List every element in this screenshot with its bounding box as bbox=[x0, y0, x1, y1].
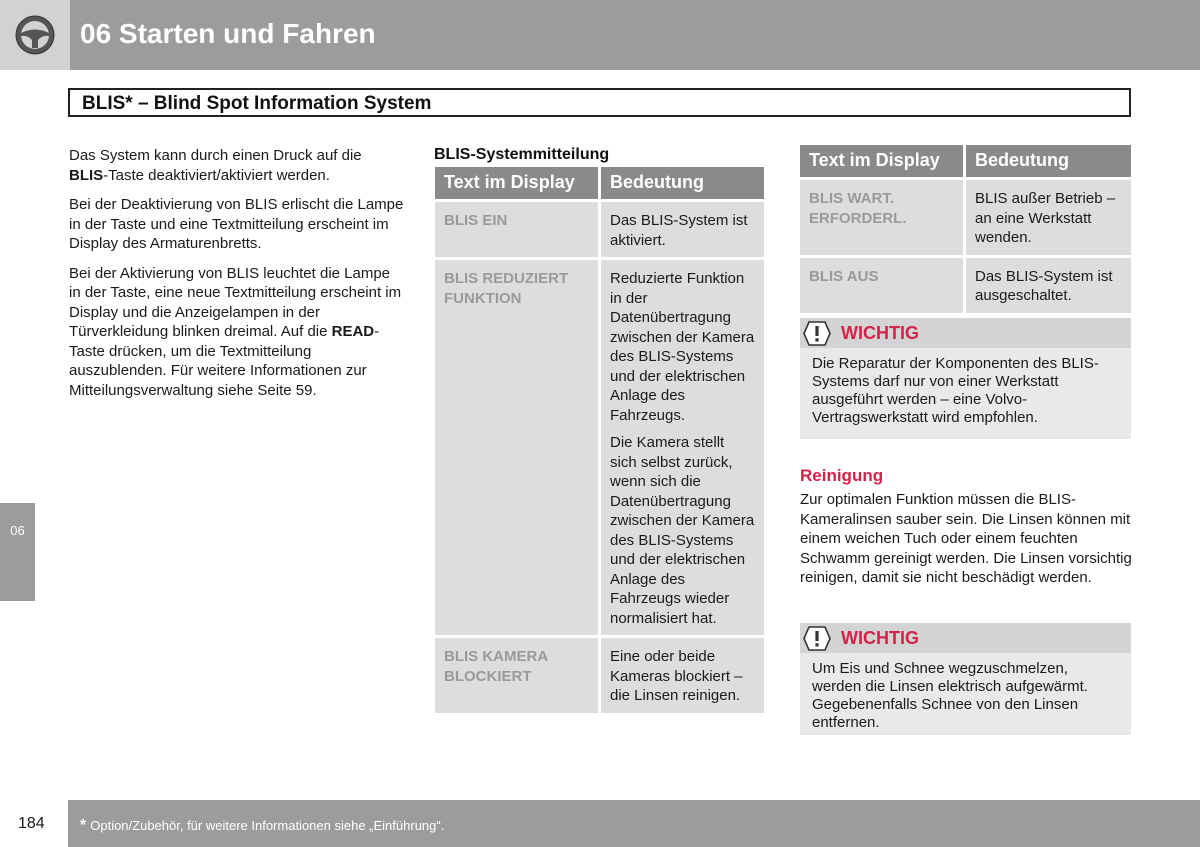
steering-wheel-icon bbox=[14, 14, 56, 56]
table-header-row bbox=[435, 167, 764, 199]
cleaning-text: Zur optimalen Funktion müssen die BLIS-Kameralinsen sauber sein. Die Linsen können mit einem weichen Tuch oder einem feuchten Schwamm gereinigt werden. Die Linsen vorsichtig reinigen, damit sie nicht beschädigt werden. bbox=[800, 491, 1132, 586]
section-title-box bbox=[68, 88, 1131, 117]
display-code: BLIS EIN bbox=[435, 199, 598, 257]
warning-header bbox=[800, 318, 1131, 348]
column-header-meaning: Bedeutung bbox=[963, 145, 1131, 177]
display-code: BLIS AUS bbox=[800, 255, 963, 313]
display-code: BLIS KAMERA BLOCKIERT bbox=[435, 635, 598, 713]
warning-title: WICHTIG bbox=[841, 323, 919, 343]
exclamation-icon bbox=[803, 626, 831, 651]
warning-header bbox=[800, 623, 1131, 653]
column-header-meaning: Bedeutung bbox=[598, 167, 764, 199]
section-title: BLIS* – Blind Spot Information System bbox=[82, 93, 432, 114]
table-row bbox=[435, 635, 764, 713]
meaning-cell: Das BLIS-System ist aktiviert. bbox=[598, 199, 764, 257]
warning-text: Die Reparatur der Komponenten des BLIS-Systems darf nur von einer Werkstatt ausgeführt werden – eine Volvo-Vertragswerkstatt wird empfohlen. bbox=[812, 355, 1099, 426]
column-header-display-text: Text im Display bbox=[800, 145, 963, 177]
intro-paragraph-1: Das System kann durch einen Druck auf die BLIS-Taste deaktiviert/aktiviert werden. bbox=[69, 147, 362, 184]
table-row bbox=[800, 255, 1131, 313]
table-row bbox=[800, 177, 1131, 255]
table-caption: BLIS-Systemmitteilung bbox=[434, 146, 610, 163]
intro-paragraph-3: Bei der Aktivierung von BLIS leuchtet die Lampe in der Taste, eine neue Textmitteilung erscheint im Display und die Anzeigelampen in der Türverkleidung blinken dreimal. Auf die READ-Taste drücken, um die Textmitteilung auszublenden. Für weitere Informationen zur Mitteilungsverwaltung siehe Seite 59. bbox=[69, 264, 402, 399]
table-header-row bbox=[800, 145, 1131, 177]
warning-box bbox=[800, 623, 1131, 735]
blis-messages-table-continued bbox=[800, 145, 1131, 313]
chapter-title: 06 Starten und Fahren bbox=[80, 18, 376, 49]
table-row bbox=[435, 199, 764, 257]
cleaning-heading: Reinigung bbox=[800, 466, 884, 485]
warning-title: WICHTIG bbox=[841, 628, 919, 648]
warning-text: Um Eis und Schnee wegzuschmelzen, werden die Linsen elektrisch aufgewärmt. Gegebenenfalls Schnee von den Linsen entfernen. bbox=[812, 660, 1088, 731]
display-code: BLIS WART. ERFORDERL. bbox=[800, 177, 963, 255]
page-header bbox=[0, 0, 1200, 70]
blis-messages-table bbox=[435, 167, 764, 713]
meaning-cell: Reduzierte Funktion in der Datenübertragung zwischen der Kamera des BLIS-Systems und der elektrischen Anlage des Fahrzeugs. Die Kamera stellt sich selbst zurück, wenn sich die Datenübertragung zwischen der Kamera des BLIS-Systems und der elektrischen Anlage des Fahrzeugs wieder normalisiert hat. bbox=[598, 257, 764, 635]
chapter-tab bbox=[0, 503, 35, 601]
display-code: BLIS REDUZIERT FUNKTION bbox=[435, 257, 598, 635]
meaning-cell: Das BLIS-System ist ausgeschaltet. bbox=[963, 255, 1131, 313]
intro-text bbox=[69, 146, 404, 410]
footnote-text: Option/Zubehör, für weitere Informationen siehe „Einführung“. bbox=[90, 818, 445, 833]
meaning-cell: BLIS außer Betrieb – an eine Werkstatt wenden. bbox=[963, 177, 1131, 255]
intro-paragraph-2: Bei der Deaktivierung von BLIS erlischt die Lampe in der Taste und eine Textmitteilung erscheint im Display des Armaturenbretts. bbox=[69, 196, 404, 252]
warning-box bbox=[800, 318, 1131, 439]
table-row bbox=[435, 257, 764, 635]
column-header-display-text: Text im Display bbox=[435, 167, 598, 199]
exclamation-icon bbox=[803, 321, 831, 346]
footnote-star: * bbox=[80, 817, 87, 834]
meaning-cell: Eine oder beide Kameras blockiert – die Linsen reinigen. bbox=[598, 635, 764, 713]
page-number: 184 bbox=[18, 815, 45, 832]
footnote bbox=[80, 817, 444, 835]
chapter-tab-label: 06 bbox=[10, 523, 25, 538]
header-icon-box bbox=[0, 0, 70, 70]
